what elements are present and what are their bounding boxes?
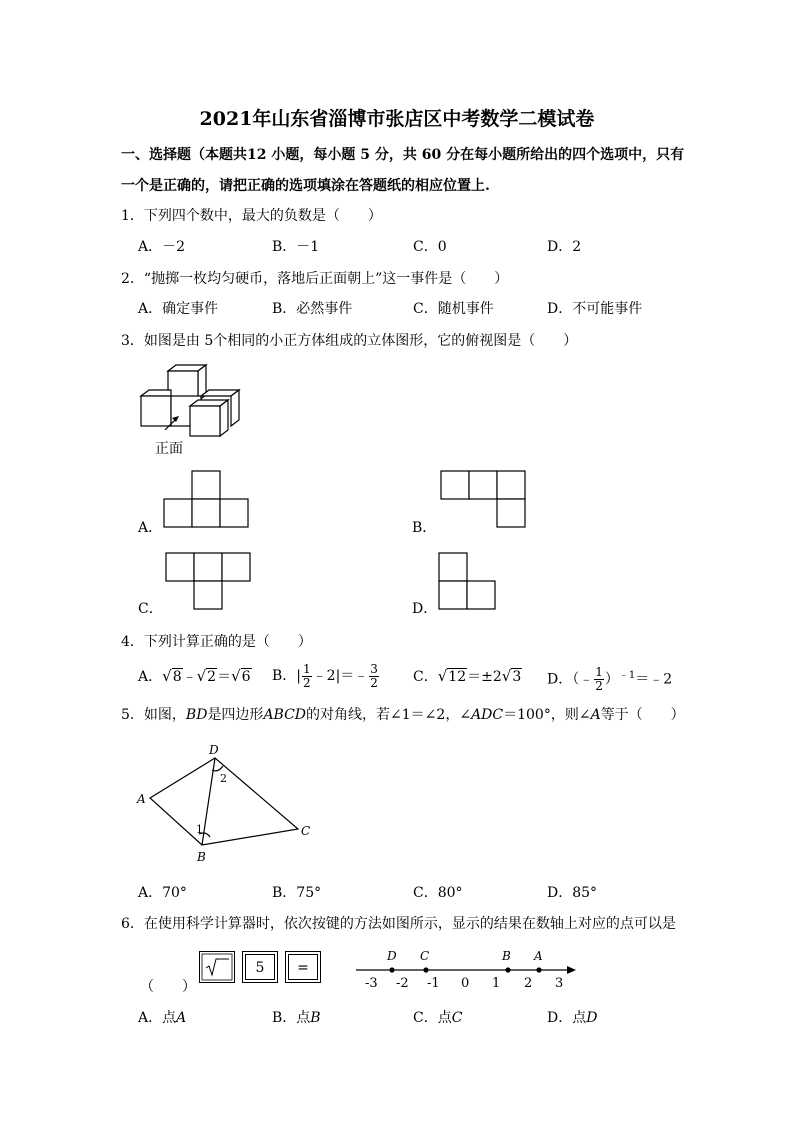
q6-key-5: [242, 951, 278, 983]
q6-label-a: A: [534, 949, 543, 963]
q5-option-c: C．80°: [413, 885, 463, 901]
q4-b-prefix: B．|: [272, 668, 302, 684]
q4-option-d: [547, 660, 672, 696]
q2-option-a: A．确定事件: [138, 301, 219, 317]
q5-label-a: A: [137, 792, 146, 806]
q6-option-b: [272, 1009, 321, 1027]
q4-stem: 4．下列计算正确的是（ ）: [121, 634, 312, 650]
q4-b-mid: ﹣2|＝﹣: [312, 668, 369, 684]
q3-option-c-figure: [164, 552, 254, 612]
q1-stem: 1．下列四个数中，最大的负数是（ ）: [121, 208, 382, 224]
q2-option-d: D．不可能事件: [547, 301, 643, 317]
q5-var-adc: ADC: [471, 707, 504, 723]
q6-d-var: D: [586, 1010, 598, 1026]
q6-number-line: [352, 948, 592, 998]
q5-label-angle1: 1: [196, 823, 203, 836]
q6-a-pre: A．点: [138, 1010, 177, 1026]
q4-a-root1: 8: [172, 669, 182, 685]
q4-c-root2: 3: [512, 669, 522, 685]
q5-stem-end: 等于（ ）: [600, 707, 685, 723]
q6-key-5-label: 5: [245, 954, 275, 980]
q6-point-b: [505, 967, 510, 972]
q4-d-fraction: [594, 666, 604, 693]
q6-a-var: A: [176, 1010, 187, 1026]
q1-option-b: B．－1: [272, 239, 320, 255]
q4-a-root3: 6: [241, 669, 251, 685]
q6-key-equals-label: =: [288, 954, 318, 980]
q4-b-den: 2: [303, 675, 311, 690]
q6-label-b: B: [502, 949, 511, 963]
q6-label-c: C: [420, 949, 430, 963]
q3-stem: 3．如图是由 5个相同的小正方体组成的立体图形，它的俯视图是（ ）: [121, 333, 578, 349]
q5-option-b: B．75°: [272, 885, 322, 901]
q3-option-b-label: B．: [412, 520, 437, 536]
q3-option-c-label: C．: [138, 601, 163, 617]
q3-option-a-label: A．: [138, 520, 163, 536]
q4-option-c: C．√12＝±2√3: [413, 667, 522, 685]
q6-tick-neg3: -3: [365, 976, 378, 991]
q3-front-label: 正面: [155, 441, 183, 457]
q5-var-a: A: [590, 707, 601, 723]
q4-d-den: 2: [595, 679, 603, 694]
q4-c-prefix: C．: [413, 669, 438, 685]
q3-option-d-figure: [437, 552, 507, 612]
q4-d-num: 1: [595, 665, 603, 680]
q6-point-d: [389, 967, 394, 972]
q6-tick-neg1: -1: [427, 976, 440, 991]
q3-option-b-figure: [439, 470, 529, 530]
q6-tick-2: 2: [524, 976, 533, 991]
q4-b-num: 1: [303, 661, 311, 676]
q5-label-angle2: 2: [220, 772, 227, 785]
q1-option-a: A．－2: [138, 239, 186, 255]
q5-stem-pre: 5．如图，: [121, 707, 186, 723]
q5-stem-mid1: 是四边形: [207, 707, 264, 723]
q6-label-d: D: [387, 949, 397, 963]
q6-tick-1: 1: [492, 976, 501, 991]
q5-stem-mid2: 的对角线，若∠1＝∠2，∠: [306, 707, 472, 723]
q4-a-eq: ＝: [217, 669, 232, 685]
q5-option-d: D．85°: [547, 885, 598, 901]
q2-stem: 2．“抛掷一枚均匀硬币，落地后正面朝上”这一事件是（ ）: [121, 271, 509, 287]
q5-option-a: A．70°: [138, 885, 187, 901]
q5-var-bd: BD: [185, 707, 208, 723]
q5-quadrilateral-figure: [134, 740, 334, 870]
section-instructions-line2: 一个是正确的，请把正确的选项填涂在答题纸的相应位置上.: [121, 178, 490, 194]
q1-option-d: D．2: [547, 239, 582, 255]
q3-option-a-figure: [162, 470, 252, 530]
section-instructions-line1: 一、选择题（本题共12 小题，每小题 5 分，共 60 分在每小题所给出的四个选项中，只有: [121, 147, 685, 163]
q6-option-a: [138, 1009, 186, 1027]
q4-d-prefix: D．（﹣: [547, 671, 594, 688]
q4-option-a: A．√8﹣√2＝√6: [138, 667, 251, 685]
q2-option-c: C．随机事件: [413, 301, 494, 317]
q5-label-d: D: [209, 743, 219, 757]
q4-b-fraction2: [369, 663, 379, 690]
q3-cube-figure: [135, 364, 245, 444]
q4-b-num2: 3: [370, 661, 378, 676]
q4-option-b: [272, 660, 380, 692]
q4-c-root1: 12: [448, 669, 467, 685]
q5-var-abcd: ABCD: [263, 707, 307, 723]
q6-paren: （ ）: [140, 979, 196, 995]
q3-option-d-label: D．: [412, 601, 438, 617]
q6-d-pre: D．点: [547, 1010, 587, 1026]
q4-d-exp: ﹣1: [618, 670, 636, 681]
q5-stem: [121, 706, 685, 724]
page-title: 2021年山东省淄博市张店区中考数学二模试卷: [199, 108, 595, 130]
q6-tick-3: 3: [555, 976, 564, 991]
q6-b-var: B: [310, 1010, 321, 1026]
q6-stem: 6．在使用科学计算器时，依次按键的方法如图所示，显示的结果在数轴上对应的点可以是: [121, 916, 676, 932]
q4-b-den2: 2: [370, 675, 378, 690]
q4-d-tail: ＝﹣2: [635, 671, 673, 688]
q6-b-pre: B．点: [272, 1010, 311, 1026]
q6-key-sqrt: [199, 951, 235, 983]
q5-label-c: C: [301, 824, 311, 838]
q6-tick-0: 0: [461, 976, 470, 991]
q6-option-d: [547, 1009, 597, 1027]
q6-tick-neg2: -2: [396, 976, 409, 991]
q4-c-eq: ＝±2: [467, 669, 502, 685]
q5-label-b: B: [197, 850, 206, 864]
q2-option-b: B．必然事件: [272, 301, 353, 317]
q6-c-var: C: [451, 1010, 463, 1026]
q6-point-a: [536, 967, 541, 972]
q1-option-c: C．0: [413, 239, 447, 255]
q4-a-root2: 2: [207, 669, 217, 685]
q4-a-minus: ﹣: [182, 669, 197, 685]
q5-stem-mid3: ＝100°，则∠: [503, 707, 591, 723]
q6-option-c: [413, 1009, 462, 1027]
q4-a-prefix: A．: [138, 669, 163, 685]
q4-d-suffix: ）: [604, 671, 619, 688]
q6-point-c: [423, 967, 428, 972]
q6-key-equals: [285, 951, 321, 983]
q4-b-fraction1: [302, 663, 312, 690]
q6-c-pre: C．点: [413, 1010, 452, 1026]
